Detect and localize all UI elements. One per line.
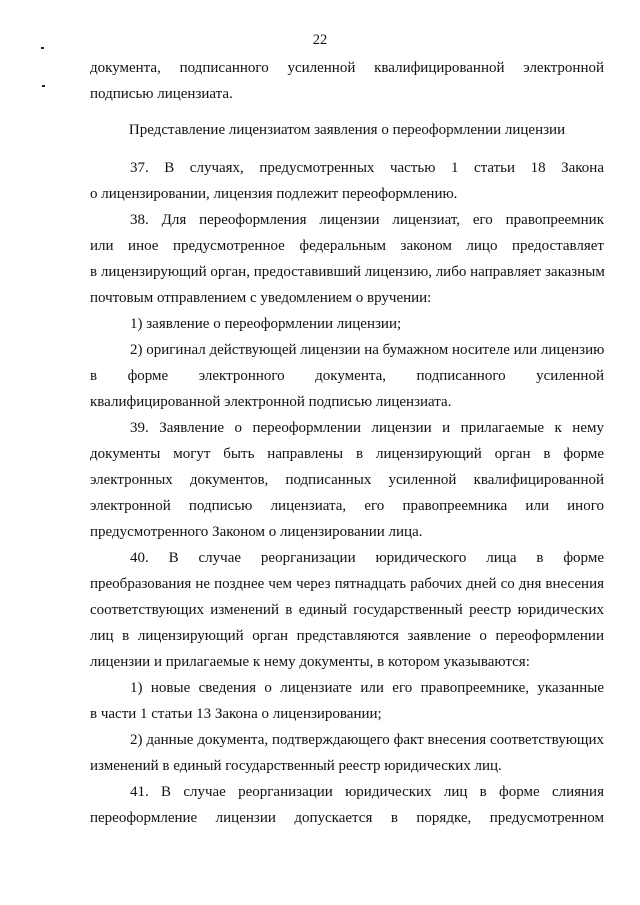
text-line: 39. Заявление о переоформлении лицензии и прилагаемые к нему	[130, 420, 604, 436]
text-line: переоформление лицензии допускается в порядке, предусмотренном	[90, 810, 604, 826]
text-line: 2) данные документа, подтверждающего факт внесения соответствующих	[130, 732, 604, 748]
text-line: в лицензирующий орган, предоставивший лицензию, либо направляет заказным	[90, 264, 605, 280]
text-line: документа, подписанного усиленной квалифицированной электронной	[90, 60, 604, 76]
text-line: в части 1 статьи 13 Закона о лицензировании;	[90, 706, 382, 722]
text-line: 2) оригинал действующей лицензии на бумажном носителе или лицензию	[130, 342, 605, 358]
text-line: подписью лицензиата.	[90, 86, 233, 102]
text-line: документы могут быть направлены в лицензирующий орган в форме	[90, 446, 604, 462]
text-line: или иное предусмотренное федеральным законом лицо предоставляет	[90, 238, 604, 254]
text-line: 1) заявление о переоформлении лицензии;	[130, 316, 402, 332]
text-line: изменений в единый государственный реестр юридических лиц.	[90, 758, 502, 774]
text-line: электронных документов, подписанных усиленной квалифицированной	[90, 472, 604, 488]
text-line: предусмотренного Законом о лицензировании лица.	[90, 524, 423, 540]
text-line: о лицензировании, лицензия подлежит переоформлению.	[90, 186, 458, 202]
text-line: преобразования не позднее чем через пятнадцать рабочих дней со дня внесения	[90, 576, 604, 592]
text-line: 37. В случаях, предусмотренных частью 1 статьи 18 Закона	[130, 160, 604, 176]
text-line: электронной подписью лицензиата, его правопреемника или иного	[90, 498, 604, 514]
scan-speck	[42, 85, 45, 87]
page-number: 22	[312, 32, 328, 48]
text-line: почтовым отправлением с уведомлением о вручении:	[90, 290, 432, 306]
text-line: соответствующих изменений в единый государственный реестр юридических	[90, 602, 604, 618]
text-line: 41. В случае реорганизации юридических лиц в форме слияния	[130, 784, 604, 800]
text-line: квалифицированной электронной подписью лицензиата.	[90, 394, 452, 410]
section-heading: Представление лицензиатом заявления о переоформлении лицензии	[128, 122, 566, 138]
text-line: 40. В случае реорганизации юридического лица в форме	[130, 550, 604, 566]
text-line: лиц в лицензирующий орган представляются заявление о переоформлении	[90, 628, 604, 644]
scan-speck	[41, 47, 44, 49]
text-line: в форме электронного документа, подписанного усиленной	[90, 368, 604, 384]
text-line: 1) новые сведения о лицензиате или его правопреемнике, указанные	[130, 680, 604, 696]
text-line: лицензии и прилагаемые к нему документы, в котором указываются:	[90, 654, 530, 670]
text-line: 38. Для переоформления лицензии лицензиат, его правопреемник	[130, 212, 604, 228]
